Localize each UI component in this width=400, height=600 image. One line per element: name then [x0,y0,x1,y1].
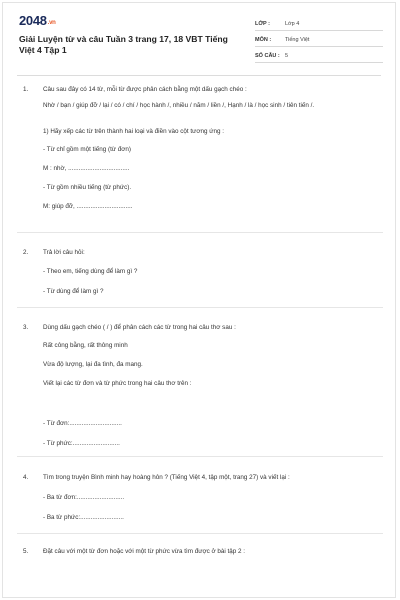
word-list: Nhờ / bạn / giúp đỡ / lại / có / chí / học hành /, nhiều / năm / liền /, Hạnh / là / học sinh / tiên tiến /. [43,102,315,109]
poem-line-1: Rất công bằng, rất thông minh [43,342,128,349]
meta-label-subject: MÔN : [255,36,272,43]
question-text: Trả lời câu hỏi: [43,249,85,256]
question-separator [17,232,383,233]
header-divider [17,75,381,76]
single-word-answer-line: - Từ đơn:.............................. [43,420,122,427]
single-word-label: - Từ chỉ gồm một tiếng (từ đơn) [43,146,132,153]
meta-label-class: LỚP : [255,20,270,27]
logo-main-text: 2048 [19,13,47,28]
question-separator [17,533,383,534]
sub-question-2: - Từ dùng để làm gì ? [43,288,104,295]
compound-word-answer-line: - Từ phức:........................... [43,440,120,447]
instruction-text: 1) Hãy xếp các từ trên thành hai loại và điền vào cột tương ứng : [43,128,224,135]
question-number: 1. [23,86,29,93]
sub-question-1: - Theo em, tiếng dùng để làm gì ? [43,268,138,275]
question-text: Đặt câu với một từ đơn hoặc với một từ phức vừa tìm được ở bài tập 2 : [43,548,246,555]
single-word-answer-line: M : nhờ, ................................... [43,165,130,172]
compound-word-answer-line: - Ba từ phức:......................... [43,514,124,521]
poem-line-2: Vừa độ lượng, lại đa tình, đa mang. [43,361,143,368]
meta-value-subject: Tiếng Việt [285,36,310,43]
meta-row-count [255,49,383,63]
compound-word-answer-line: M: giúp đỡ, ................................ [43,203,133,210]
question-separator [17,456,383,457]
site-logo[interactable] [19,13,56,28]
question-text: Dùng dấu gạch chéo ( / ) để phân cách các từ trong hai câu thơ sau : [43,324,236,331]
worksheet-title: Giải Luyện từ và câu Tuần 3 trang 17, 18 VBT Tiếng Việt 4 Tập 1 [19,34,228,55]
worksheet-page [2,2,396,598]
meta-value-count: 5 [285,52,289,59]
question-text: Tìm trong truyện Bình minh hay hoàng hôn ? (Tiếng Việt 4, tập một, trang 27) và viết lại : [43,474,290,481]
instruction-text: Viết lại các từ đơn và từ phức trong hai câu thơ trên : [43,380,192,387]
meta-row-subject [255,33,383,47]
meta-label-count: SỐ CÂU : [255,52,280,59]
meta-table [255,17,383,65]
question-number: 5. [23,548,29,555]
logo-suffix-text: .vn [47,20,56,26]
question-number: 4. [23,474,29,481]
question-number: 2. [23,249,29,256]
meta-row-class [255,17,383,31]
meta-value-class: Lớp 4 [285,20,300,27]
single-word-answer-line: - Ba từ đơn:........................... [43,494,125,501]
worksheet-header [3,3,397,73]
compound-word-label: - Từ gồm nhiều tiếng (từ phức). [43,184,132,191]
question-text: Câu sau đây có 14 từ, mỗi từ được phân cách bằng một dấu gạch chéo : [43,86,247,93]
question-separator [17,307,383,308]
question-number: 3. [23,324,29,331]
